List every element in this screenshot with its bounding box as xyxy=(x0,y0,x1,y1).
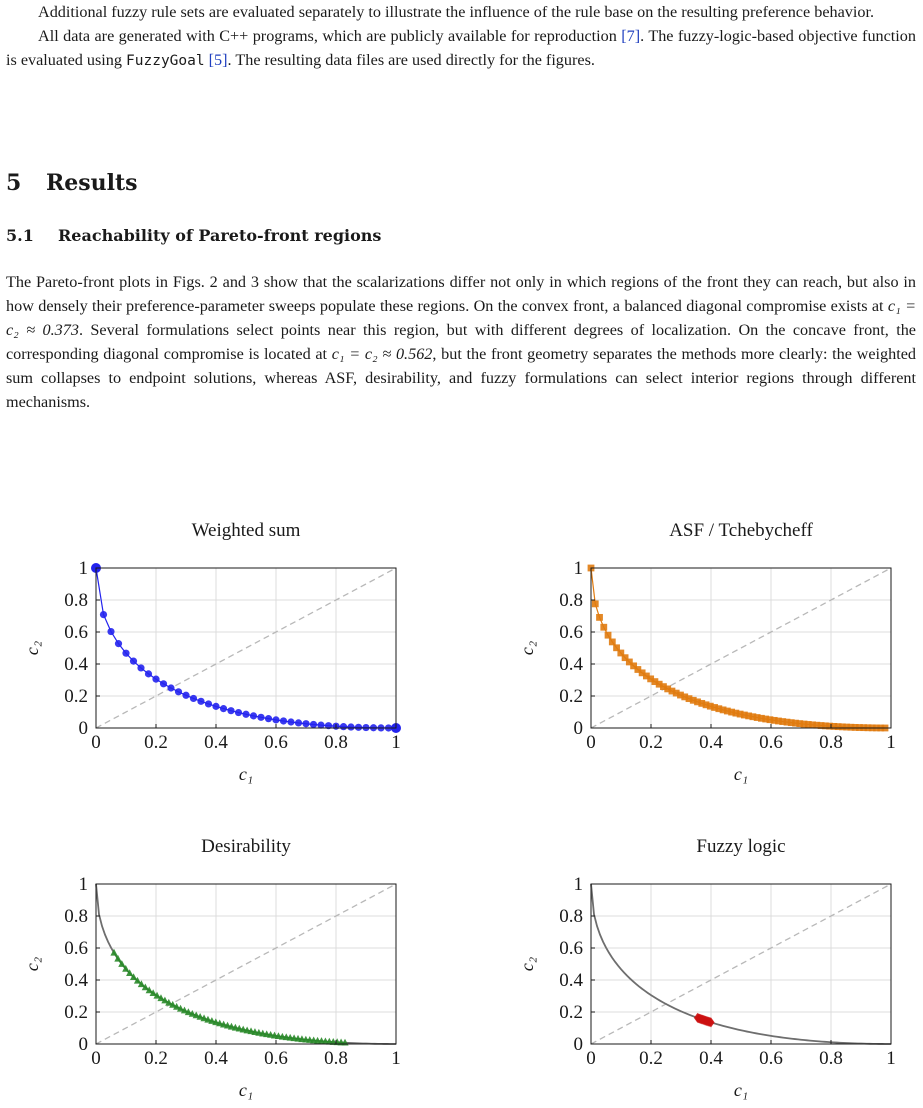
subsection-heading: 5.1 Reachability of Pareto-front regions xyxy=(6,226,382,245)
diagonal-reference-line xyxy=(591,884,891,1044)
x-tick-label: 1 xyxy=(391,732,401,753)
y-tick-label: 0.4 xyxy=(64,970,88,991)
x-axis-label: c₁ xyxy=(733,764,749,784)
data-point xyxy=(122,650,129,657)
y-tick-label: 0 xyxy=(78,718,88,739)
data-point xyxy=(160,680,167,687)
x-tick-label: 0.2 xyxy=(144,1048,168,1069)
paragraph-data-generation: All data are generated with C++ programs, which are publicly available for reproduction [7]. The fuzzy-logic-based objective function is evaluated using FuzzyGoal [5]. The resulting data files are used directly for the figures. xyxy=(6,27,916,69)
plot-asf-tchebycheff xyxy=(495,508,923,798)
y-tick-label: 0.6 xyxy=(559,622,583,643)
data-point xyxy=(596,614,603,621)
data-point xyxy=(145,670,152,677)
y-tick-label: 1 xyxy=(78,874,88,895)
paragraph-reachability: The Pareto-front plots in Figs. 2 and 3 show that the scalarizations differ not only in which regions of the front they can reach, but also in how densely their preference-parameter sweeps populate these regions. On the convex front, a balanced diagonal compromise exists at c₁ = c₂ ≈ 0.373. Several formulations select points near this region, but with different degrees of localization. On the concave front, the corresponding diagonal compromise is located at c₁ = c₂ ≈ 0.562, but the front geometry separates the methods more clearly: the weighted sum collapses to endpoint solutions, whereas ASF, desirability, and fuzzy formulations can select interior regions through different mechanisms. xyxy=(6,273,916,411)
plot-fuzzy-logic xyxy=(495,828,923,1108)
data-point xyxy=(609,639,616,646)
diagonal-reference-line xyxy=(96,568,396,728)
x-tick-label: 0.2 xyxy=(639,1048,663,1069)
y-tick-label: 0.8 xyxy=(559,590,583,611)
data-point xyxy=(605,632,612,639)
data-point xyxy=(242,711,249,718)
data-point xyxy=(280,717,287,724)
y-axis-label: c₂ xyxy=(517,956,537,972)
x-tick-label: 0.6 xyxy=(264,732,288,753)
data-point xyxy=(152,676,159,683)
x-axis-label: c₁ xyxy=(238,1080,254,1100)
x-tick-label: 0.8 xyxy=(819,1048,843,1069)
y-tick-label: 0.8 xyxy=(559,906,583,927)
plot-title: Desirability xyxy=(201,836,291,857)
y-tick-label: 0.2 xyxy=(64,1002,88,1023)
equation-concave-compromise: c₁ = c₂ ≈ 0.562 xyxy=(331,345,433,363)
x-tick-label: 1 xyxy=(886,732,896,753)
paragraph-fuzzy-rules: Additional fuzzy rule sets are evaluated separately to illustrate the influence of the rule base on the resulting preference behavior. xyxy=(38,3,875,21)
y-axis-label: c₂ xyxy=(517,640,537,656)
diagonal-reference-line xyxy=(591,568,891,728)
plot-title: Fuzzy logic xyxy=(696,836,786,857)
data-point xyxy=(257,714,264,721)
x-tick-label: 0.8 xyxy=(324,732,348,753)
y-tick-label: 0.8 xyxy=(64,906,88,927)
plot-weighted-sum xyxy=(0,508,440,798)
data-point xyxy=(175,688,182,695)
x-tick-label: 0 xyxy=(586,1048,596,1069)
x-tick-label: 0.2 xyxy=(639,732,663,753)
x-tick-label: 0.4 xyxy=(699,1048,723,1069)
x-tick-label: 0.2 xyxy=(144,732,168,753)
data-point xyxy=(235,709,242,716)
y-tick-label: 0.4 xyxy=(64,654,88,675)
y-tick-label: 0.4 xyxy=(559,654,583,675)
plot-title: Weighted sum xyxy=(191,520,301,541)
y-tick-label: 0.2 xyxy=(64,686,88,707)
data-point xyxy=(592,600,599,607)
plot-title: ASF / Tchebycheff xyxy=(669,520,813,541)
y-tick-label: 0.4 xyxy=(559,970,583,991)
x-tick-label: 0.4 xyxy=(204,732,228,753)
y-tick-label: 1 xyxy=(573,558,583,579)
data-point xyxy=(227,707,234,714)
diagonal-reference-line xyxy=(96,884,396,1044)
x-axis-label: c₁ xyxy=(238,764,254,784)
x-tick-label: 0 xyxy=(91,1048,101,1069)
data-point xyxy=(167,684,174,691)
citation-link[interactable]: [7] xyxy=(621,27,641,45)
code-fuzzygoal: FuzzyGoal xyxy=(126,53,205,69)
x-tick-label: 0.4 xyxy=(204,1048,228,1069)
x-axis-label: c₁ xyxy=(733,1080,749,1100)
data-point xyxy=(265,715,272,722)
equation-convex-compromise: c₁ = c₂ ≈ 0.373 xyxy=(6,297,916,339)
y-tick-label: 1 xyxy=(573,874,583,895)
y-tick-label: 0.8 xyxy=(64,590,88,611)
data-point xyxy=(100,611,107,618)
y-tick-label: 0.6 xyxy=(64,938,88,959)
data-point xyxy=(205,700,212,707)
plot-desirability xyxy=(0,828,440,1108)
data-point xyxy=(272,716,279,723)
x-tick-label: 0.6 xyxy=(759,1048,783,1069)
y-axis-label: c₂ xyxy=(22,956,42,972)
citation-link[interactable]: [5] xyxy=(208,51,228,69)
y-tick-label: 0 xyxy=(78,1034,88,1055)
x-tick-label: 0.8 xyxy=(324,1048,348,1069)
data-point xyxy=(355,724,362,731)
x-tick-label: 1 xyxy=(391,1048,401,1069)
x-tick-label: 0.6 xyxy=(759,732,783,753)
data-point xyxy=(340,723,347,730)
data-point xyxy=(115,640,122,647)
y-tick-label: 1 xyxy=(78,558,88,579)
data-point xyxy=(197,698,204,705)
results-text xyxy=(6,270,916,414)
x-tick-label: 1 xyxy=(886,1048,896,1069)
y-axis-label: c₂ xyxy=(22,640,42,656)
data-point xyxy=(347,723,354,730)
y-tick-label: 0.6 xyxy=(64,622,88,643)
data-point xyxy=(287,718,294,725)
intro-text xyxy=(6,0,916,73)
y-tick-label: 0.2 xyxy=(559,686,583,707)
x-tick-label: 0.6 xyxy=(264,1048,288,1069)
data-point xyxy=(107,628,114,635)
data-point xyxy=(295,719,302,726)
data-point xyxy=(182,692,189,699)
y-tick-label: 0 xyxy=(573,718,583,739)
data-point xyxy=(220,705,227,712)
x-tick-label: 0.8 xyxy=(819,732,843,753)
section-heading: 5 Results xyxy=(6,170,138,196)
data-point xyxy=(137,664,144,671)
data-point xyxy=(130,658,137,665)
data-point xyxy=(190,695,197,702)
y-tick-label: 0.6 xyxy=(559,938,583,959)
data-point xyxy=(310,721,317,728)
x-tick-label: 0.4 xyxy=(699,732,723,753)
y-tick-label: 0.2 xyxy=(559,1002,583,1023)
y-tick-label: 0 xyxy=(573,1034,583,1055)
data-point xyxy=(250,712,257,719)
x-tick-label: 0 xyxy=(91,732,101,753)
data-point xyxy=(302,720,309,727)
data-point xyxy=(212,703,219,710)
x-tick-label: 0 xyxy=(586,732,596,753)
data-point xyxy=(600,624,607,631)
